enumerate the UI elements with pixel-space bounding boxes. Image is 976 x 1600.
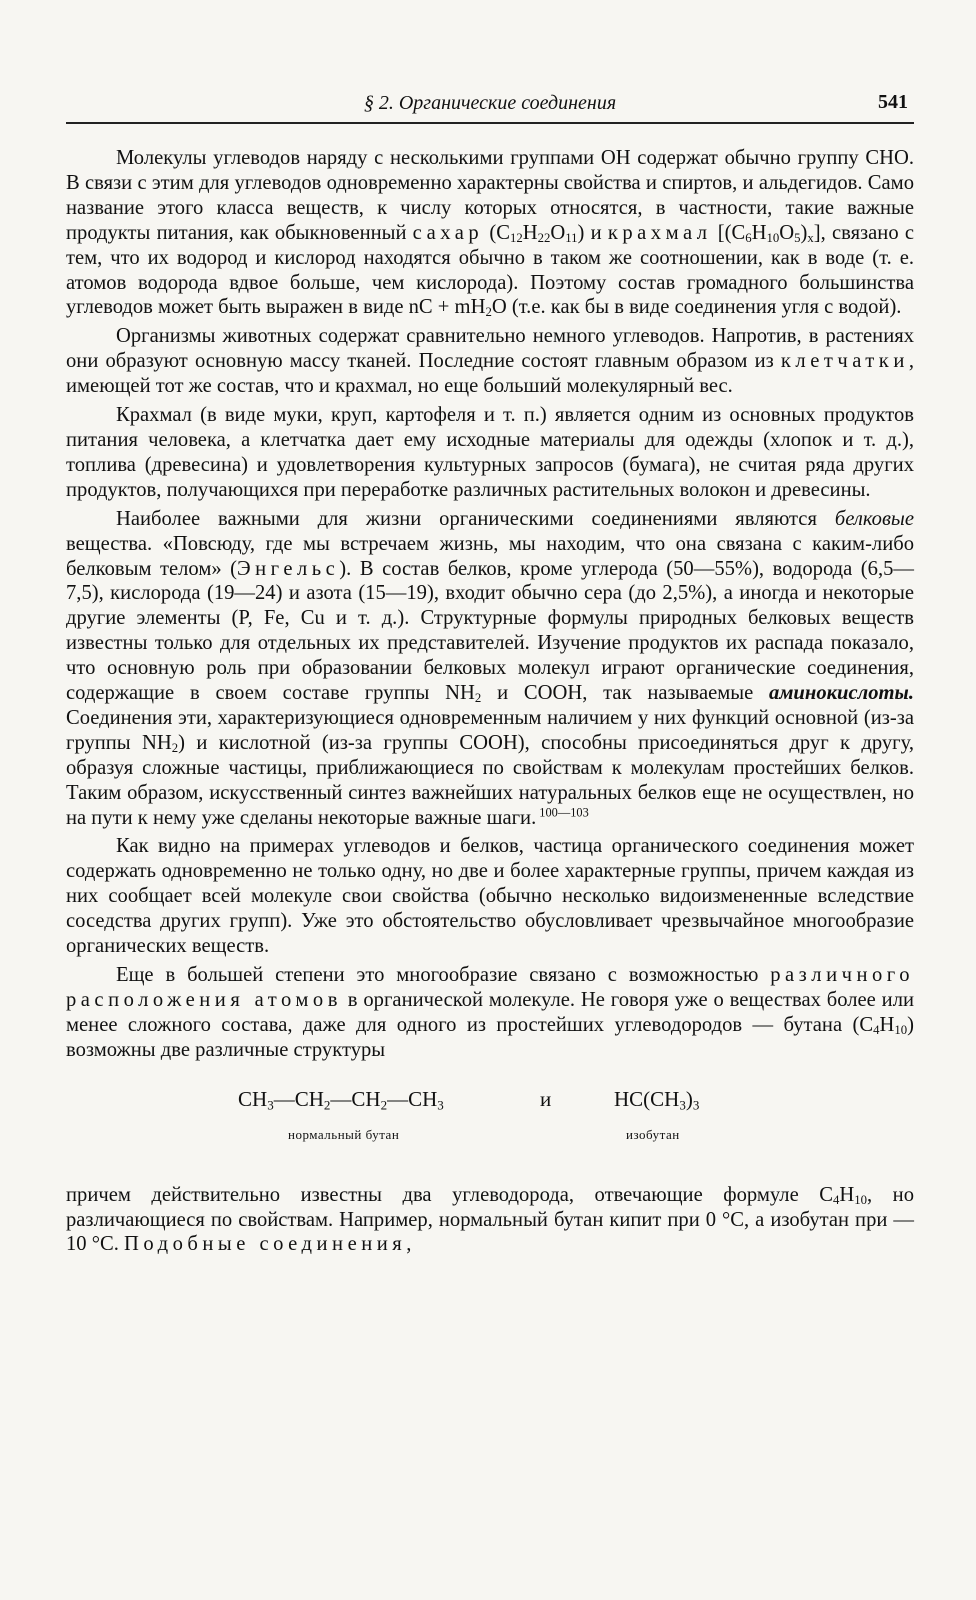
- subscript: 3: [267, 1096, 274, 1112]
- text-run: O: [779, 221, 795, 244]
- text-run: и COOH, так называемые: [481, 682, 770, 705]
- subscript: 2: [323, 1096, 331, 1112]
- spaced-term-sugar: сахар: [412, 221, 484, 244]
- subscript: 10: [894, 1023, 908, 1037]
- subscript: 2: [171, 741, 179, 756]
- subscript: 4: [832, 1192, 840, 1207]
- subscript: 2: [485, 305, 492, 320]
- text-run: Соединения эти, характеризующиеся одновременным наличием у них функций основной (из-за группы NH: [66, 706, 914, 754]
- subscript: 5: [794, 230, 801, 245]
- text-run: ) и: [577, 221, 608, 244]
- text-run: —CH: [387, 1086, 438, 1111]
- text-run: O (т.е. как бы в виде соединения угля с водой).: [491, 296, 902, 319]
- subscript: 22: [537, 230, 551, 245]
- subscript: 10: [854, 1192, 867, 1207]
- paragraph-continuation: [66, 1183, 914, 1258]
- subscript: 3: [692, 1096, 700, 1112]
- text-run: H: [839, 1183, 855, 1206]
- spaced-term-arrangement: различного расположения атомов: [66, 964, 914, 1011]
- butane-formulas: [66, 1087, 914, 1167]
- text-run: причем действительно известны два углеводорода, отвечающие формуле C: [66, 1183, 833, 1206]
- running-header: [66, 88, 914, 124]
- text-run: H: [751, 221, 767, 244]
- paragraph-proteins: [66, 507, 914, 831]
- page-number: 541: [878, 91, 908, 113]
- subscript: 2: [380, 1096, 388, 1112]
- subscript: 3: [437, 1096, 444, 1112]
- text-run: ). В состав белков, кроме углерода (50—55%), водорода (6,5—7,5), кислорода (19—24) и азота (15—19), входит обычно сера (до 2,5%), а иногда и некоторые другие элементы (P, Fe, Cu и т. д.). Структурные формулы природных белковых веществ известны только для отдельных их представителей. Изучение продуктов их распада показало, что основную роль при образовании белковых молекул играют органические соединения, содержащие в своем составе группы NH: [66, 557, 914, 705]
- subscript: 10: [766, 230, 780, 245]
- subscript: x: [807, 230, 814, 245]
- paragraph-carbohydrates: [66, 146, 914, 320]
- subscript: 12: [509, 230, 523, 245]
- italic-term-amino-acids: аминокислоты.: [769, 682, 914, 705]
- text-run: Наиболее важными для жизни органическими соединениями являются: [116, 507, 835, 530]
- spaced-name-engels: Энгельс: [237, 557, 340, 580]
- text-run: H: [879, 1013, 895, 1036]
- normal-butane-caption: нормальный бутан: [288, 1126, 400, 1142]
- subscript: 2: [474, 691, 482, 706]
- text-run: , но различающиеся по свойствам. Например, нормальный бутан кипит при 0 °C, а изобутан при —10 °C.: [66, 1183, 914, 1256]
- text-run: ) возможны две различные структуры: [66, 1013, 914, 1061]
- paragraph-organisms: [66, 324, 914, 399]
- section-title: § 2. Органические соединения: [363, 92, 617, 114]
- normal-butane-formula: [238, 1087, 444, 1112]
- page-body: [66, 146, 914, 1261]
- isobutane-formula: [614, 1087, 699, 1112]
- text-run: Молекулы углеводов наряду с несколькими группами ОН содержат обычно группу СНО. В связи с этим для углеводов одновременно характерны свойства и спиртов, и альдегидов. Само название этого класса веществ, к числу которых относятся, в частности, такие важные продукты питания, как обыкновенный: [66, 147, 914, 244]
- subscript: 6: [745, 230, 752, 245]
- spaced-term-starch: крахмал: [607, 221, 712, 244]
- paragraph-groups: Как видно на примерах углеводов и белков, частица органического соединения может содержать одновременно не только одну, но две и более характерные группы, причем каждая из них сообщает всей молекуле свои свойства (обычно несколько видоизмененные вследствие соседства других групп). Уже это обстоятельство обусловливает чрезвычайное многообразие органических веществ.: [66, 835, 914, 958]
- spaced-term-compounds: Подобные соединения,: [124, 1233, 416, 1256]
- text-run: в органической молекуле. Не говоря уже о веществах более или менее сложного состава, даже для одного из простейших углеводородов — бутана (C: [66, 988, 914, 1036]
- isobutane-caption: изобутан: [626, 1126, 680, 1142]
- text-run: H: [522, 221, 538, 244]
- text-run: ) и кислотной (из-за группы COOH), способны присоединяться друг к другу, образуя сложные частицы, приближающиеся по свойствам к молекулам простейших белков. Таким образом, искусственный синтез важнейших натуральных белков еще не осуществлен, но на пути к нему уже сделаны некоторые важные шаги.: [66, 731, 914, 829]
- text-run: ): [800, 221, 808, 244]
- text-run: O: [550, 221, 566, 244]
- subscript: 11: [565, 230, 578, 245]
- text-run: HC(CH: [614, 1086, 680, 1111]
- footnote-reference: 100—103: [536, 805, 589, 820]
- subscript: 3: [679, 1096, 686, 1112]
- text-run: , имеющей тот же состав, что и крахмал, но еще больший молекулярный вес.: [66, 350, 914, 398]
- text-run: вещества. «Повсюду, где мы встречаем жизнь, мы находим, что она связана с каким-либо белковым телом» (: [66, 532, 914, 580]
- spaced-term-cellulose: клетчатки: [780, 350, 909, 373]
- text-run: [(C: [711, 221, 746, 244]
- italic-term: белковые: [834, 507, 914, 530]
- text-run: —CH: [330, 1086, 381, 1111]
- text-run: —CH: [273, 1086, 324, 1111]
- paragraph-isomers: [66, 963, 914, 1063]
- text-run: (C: [483, 221, 510, 244]
- text-run: Еще в большей степени это многообразие связано с возможностью: [116, 964, 771, 986]
- paragraph-starch: Крахмал (в виде муки, круп, картофеля и т. п.) является одним из основных продуктов питания человека, а клетчатка дает ему исходные материалы для одежды (хлопок и т. д.), топлива (древесина) и удовлетворения культурных запросов (бумага), не считая ряда других продуктов, получающихся при переработке различных растительных волокон и древесины.: [66, 404, 914, 501]
- conjunction: и: [540, 1086, 552, 1111]
- text-run: ], связано с тем, что их водород и кислород находятся обычно в таком же соотношении, как в воде (т. е. атомов водорода вдвое больше, чем кислорода). Поэтому состав громадного большинства углеводов может быть выражен в виде nC + mH: [66, 221, 914, 319]
- text-run: Организмы животных содержат сравнительно немного углеводов. Напротив, в растениях они образуют основную массу тканей. Последние состоят главным образом из: [66, 325, 914, 373]
- subscript: 4: [873, 1023, 880, 1037]
- text-run: ): [685, 1086, 693, 1111]
- text-run: CH: [238, 1086, 268, 1111]
